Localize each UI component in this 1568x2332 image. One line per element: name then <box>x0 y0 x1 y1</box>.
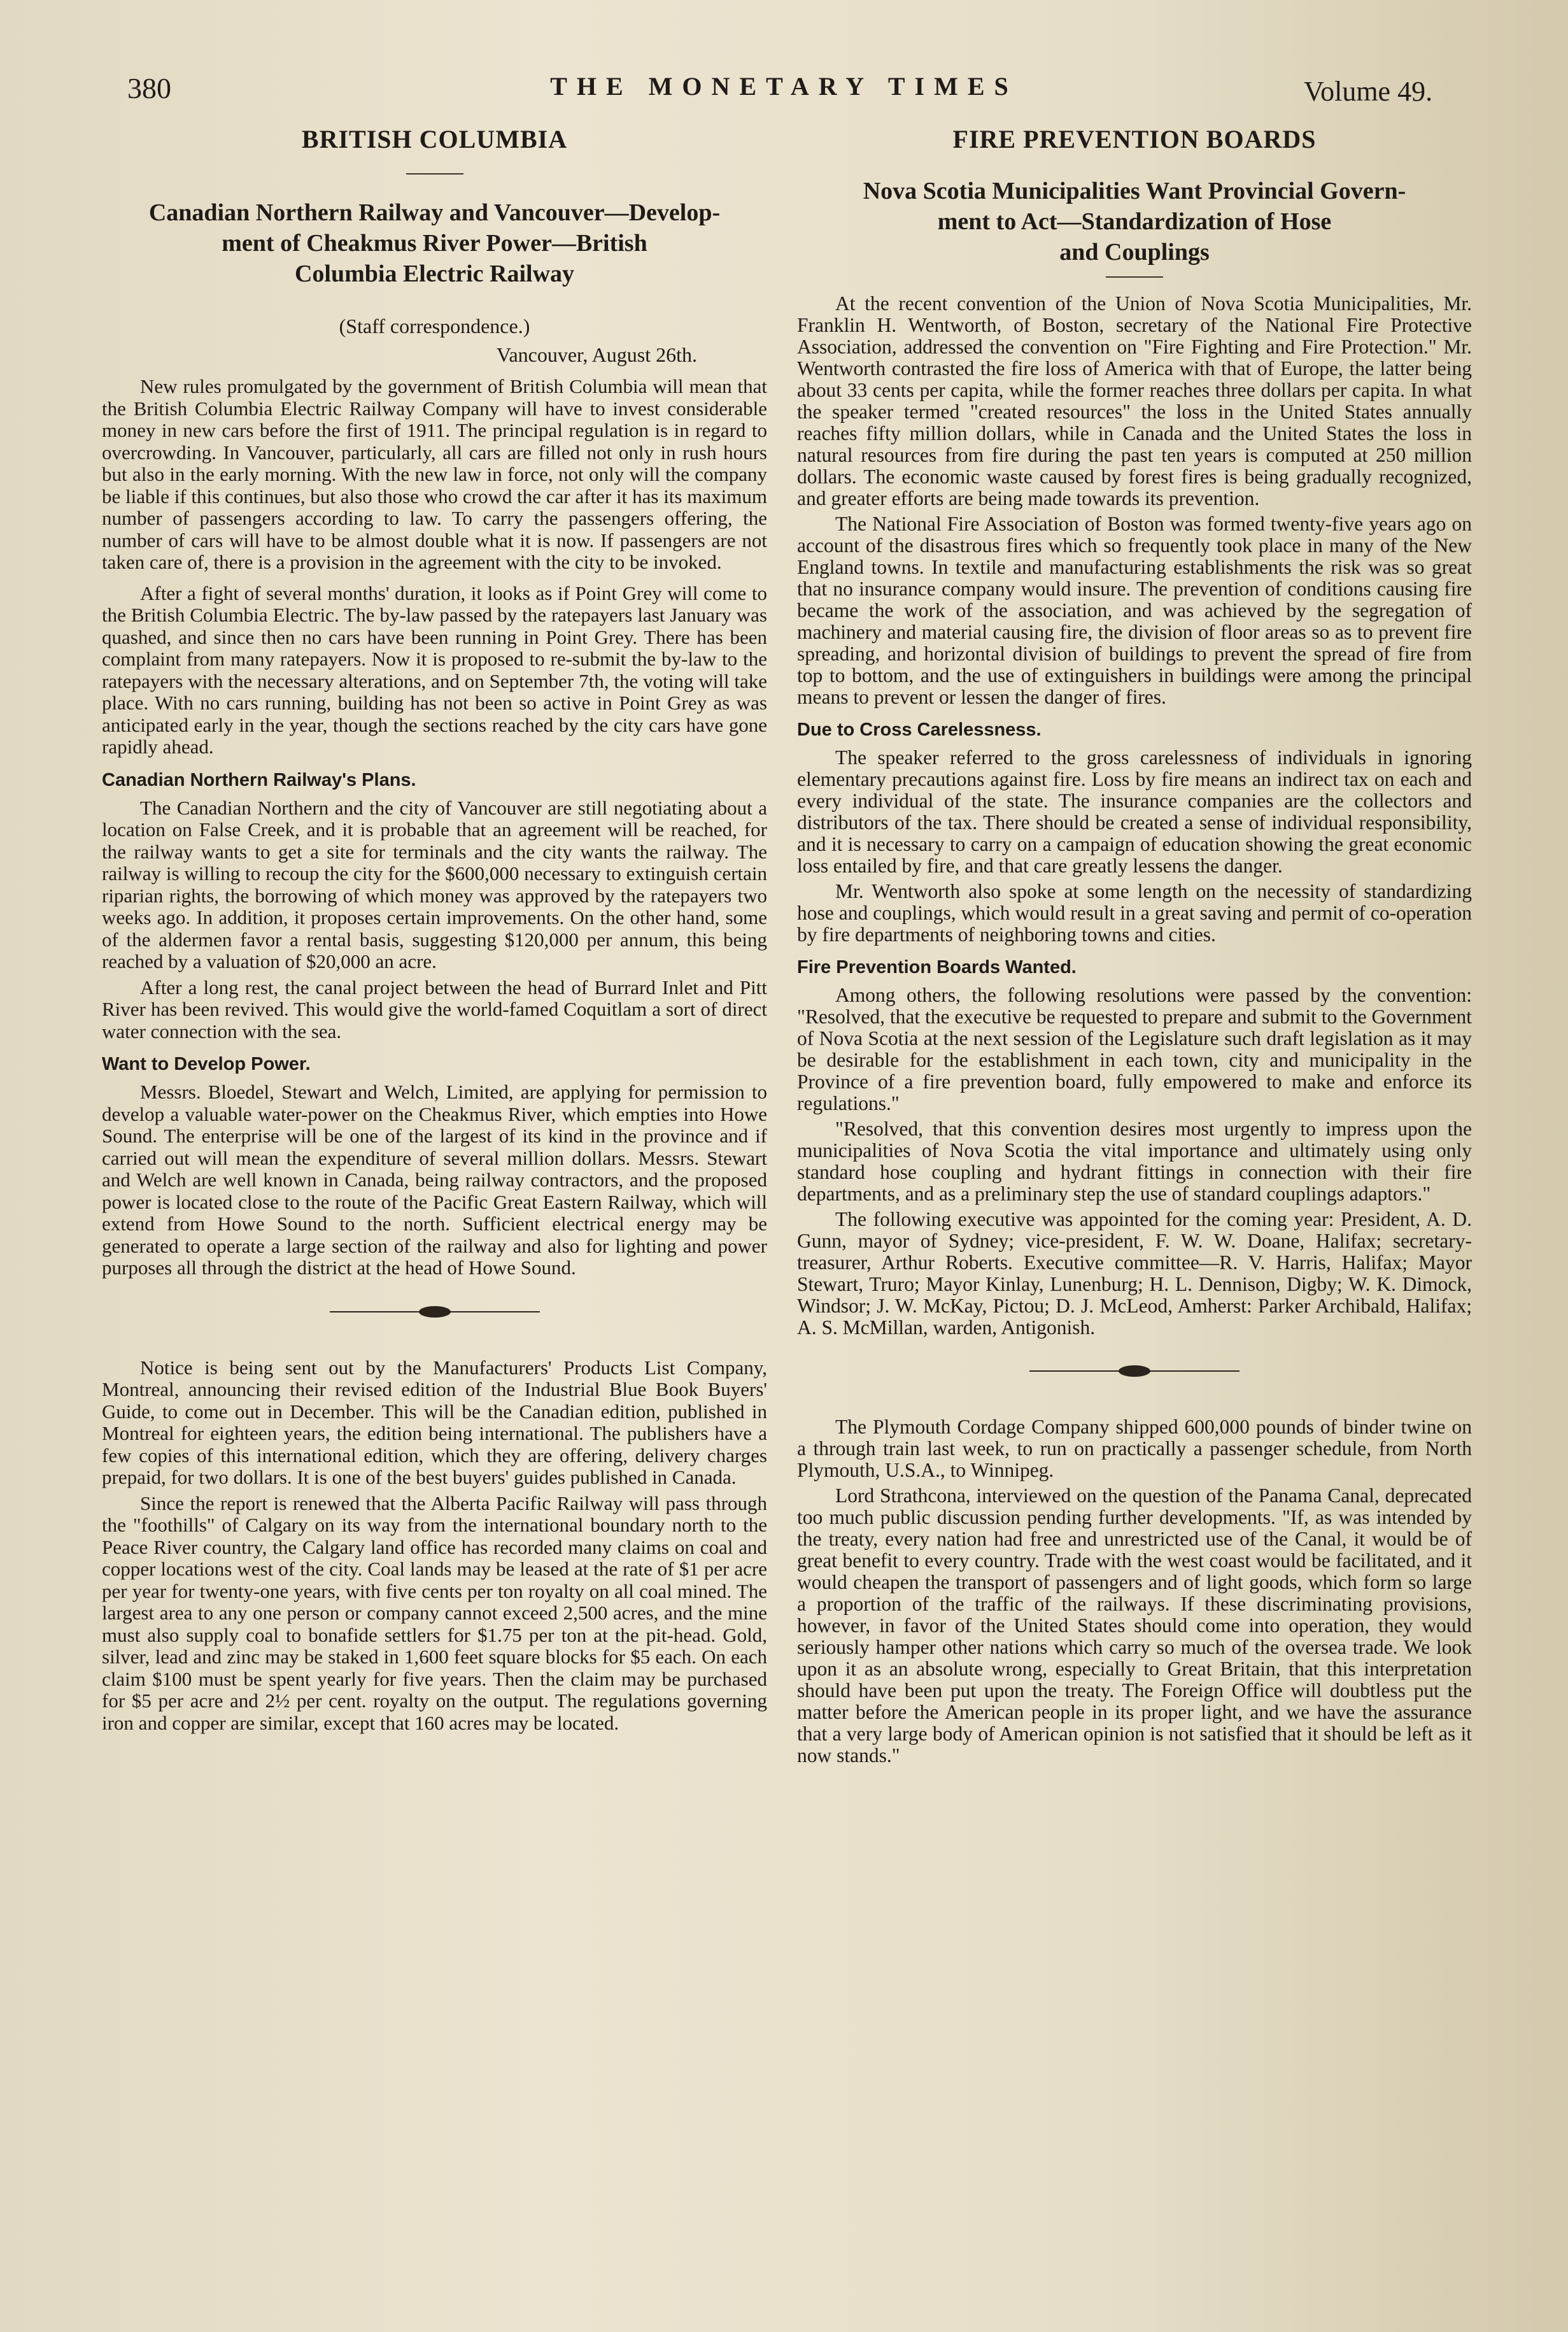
dateline: Vancouver, August 26th. <box>496 343 697 366</box>
paragraph: "Resolved, that this convention desires most urgently to impress upon the municipalities of Nova Scotia the vital importance and ultimately using only standard hose coupling and hydrant fittings in connection with their fire departments, and as a preliminary step the use of standard couplings adaptors." <box>797 1118 1472 1205</box>
section-heading-fire-prevention: FIRE PREVENTION BOARDS <box>952 125 1317 153</box>
paragraph: Messrs. Bloedel, Stewart and Welch, Limited, are applying for permission to develop a valuable water-power on the Cheakmus River, which empties into Howe Sound. The enterprise will be one of the largest of its kind in the province and if carried out will mean the expenditure of several million dollars. Messrs. Stewart and Welch are well known in Canada, being railway contractors, and the proposed power is located close to the route of the Pacific Great Eastern Railway, which will extend from Howe Sound to the north. Sufficient electrical energy may be generated to operate a large section of the railway and also for lighting and power purposes all through the district at the head of Howe Sound. <box>102 1081 767 1279</box>
article-title-line: and Couplings <box>1059 239 1210 266</box>
paragraph: The Plymouth Cordage Company shipped 600,000 pounds of binder twine on a through train last week, to run on practically a passenger schedule, from North Plymouth, U.S.A., to Winnipeg. <box>797 1416 1472 1481</box>
journal-title: THE MONETARY TIMES <box>550 72 1018 101</box>
volume-label: Volume 49. <box>1304 76 1433 107</box>
paragraph: Mr. Wentworth also spoke at some length on the necessity of standardizing hose and couplings, which would result in a great saving and permit of co-operation by fire departments of neighboring towns and cities. <box>797 880 1472 946</box>
paragraph: The Canadian Northern and the city of Vancouver are still negotiating about a location on False Creek, and it is probable that an agreement will be reached, for the railway wants to get a site for terminals and the city wants the railway. The railway is willing to recoup the city for the $600,000 necessary to extinguish certain riparian rights, the borrowing of which money was approved by the ratepayers two weeks ago. In addition, it proposes certain improvements. On the other hand, some of the aldermen favor a rental basis, suggesting $120,000 per annum, this being reached by a valuation of $20,000 an acre. <box>102 796 767 972</box>
paragraph: Lord Strathcona, interviewed on the question of the Panama Canal, deprecated too much public discussion pending further developments. "If, as was intended by the treaty, every nation had free and unrestricted use of the Canal, it would be of great benefit to every country. Trade with the west coast would be facilitated, and it would cheapen the transport of passengers and of light goods, which form so large a proportion of the traffic of the railways. If these discriminating provisions, however, in favor of the United States should come into operation, they would seriously hamper other nations which carry so much of the oversea trade. We look upon it as an absolute wrong, especially to Great Britain, that this interpretation should have been put upon the treaty. The Foreign Office will doubtless put the matter before the American people in its proper light, and we have the assurance that a very large body of American opinion is not satisfied that it should be left as it now stands." <box>797 1484 1472 1767</box>
article-title-line: Canadian Northern Railway and Vancouver—Develop- <box>148 199 721 226</box>
subheading: Fire Prevention Boards Wanted. <box>797 957 1077 978</box>
article-title-line: ment of Cheakmus River Power—British <box>222 230 647 257</box>
paragraph: Since the report is renewed that the Alberta Pacific Railway will pass through the "foothills" of Calgary on its way from the international boundary north to the Peace River country, the Calgary land office has recorded many claims on coal and copper locations west of the city. Coal lands may be leased at the rate of $1 per acre per year for twenty-one years, with five cents per ton royalty on all coal mined. The largest area to any one person or company cannot exceed 2,500 acres, and the mine must also supply coal to bonafide settlers for $1.75 per ton at the pit-head. Gold, silver, lead and zinc may be staked in 1,600 feet square blocks for $5 each. On each claim $100 must be spent yearly for five years. Then the claim may be purchased for $5 per acre and 2½ per cent. royalty on the output. The regulations governing iron and copper are similar, except that 160 acres may be located. <box>102 1491 767 1734</box>
paragraph: At the recent convention of the Union of Nova Scotia Municipalities, Mr. Franklin H. Wentworth, of Boston, secretary of the National Fire Protective Association, addressed the convention on "Fire Fighting and Fire Protection." Mr. Wentworth contrasted the fire loss of America with that of Europe, the latter being about 33 cents per capita, while the former reaches three dollars per capita. In what the speaker termed "created resources" the loss in the United States annually reaches fifty million dollars, while in Canada and the United States the loss in natural resources from fire during the past ten years is computed at 250 million dollars. The economic waste caused by forest fires is being gradually recognized, and greater efforts are being made towards its prevention. <box>797 292 1472 509</box>
paragraph: The speaker referred to the gross carelessness of individuals in ignoring elementary precautions against fire. Loss by fire means an indirect tax on each and every individual of the state. The insurance companies are the collectors and distributors of the tax. There should be created a sense of individual responsibility, and it is necessary to carry on a campaign of education showing the great economic loss entailed by fire, and that care greatly lessens the danger. <box>797 746 1472 877</box>
subheading: Want to Develop Power. <box>102 1054 311 1074</box>
article-title <box>797 176 1472 267</box>
heading-rule <box>1106 276 1163 278</box>
right-column <box>797 124 1472 1770</box>
paragraph: After a long rest, the canal project between the head of Burrard Inlet and Pitt River has been revived. This would give the world-famed Coquitlam a sort of direct water connection with the sea. <box>102 976 767 1042</box>
paragraph: Among others, the following resolutions were passed by the convention: "Resolved, that the executive be requested to prepare and submit to the Government of Nova Scotia at the next session of the Legislature such draft legislation as it may be desirable for the establishment in each town, city and municipality in the Province of a fire prevention board, fully empowered to make and enforce its regulations." <box>797 984 1472 1114</box>
article-title-line: Nova Scotia Municipalities Want Provincial Govern- <box>863 178 1406 204</box>
paragraph: Notice is being sent out by the Manufacturers' Products List Company, Montreal, announcing their revised edition of the Industrial Blue Book Buyers' Guide, to come out in December. This will be the Canadian edition, published in Montreal for eighteen years, the edition being international. The publishers have a few copies of this international edition, which they are offering, delivery charges prepaid, for two dollars. It is one of the best buyers' guides published in Canada. <box>102 1356 767 1488</box>
staff-correspondence: (Staff correspondence.) <box>339 315 530 338</box>
paragraph: After a fight of several months' duration, it looks as if Point Grey will come to the British Columbia Electric. The by-law passed by the ratepayers last January was quashed, and since then no cars have been running in Point Grey. There has been complaint from many ratepayers. Now it is proposed to re-submit the by-law to the ratepayers with the necessary alterations, and on September 7th, the voting will take place. With no cars running, building has not been so active in Point Grey as was anticipated early in the year, though the sections reached by the city cars have gone rapidly ahead. <box>102 581 767 758</box>
subheading: Due to Cross Carelessness. <box>797 720 1042 740</box>
paragraph: The National Fire Association of Boston was formed twenty-five years ago on account of the disastrous fires which so frequently took place in many of the New England towns. In textile and manufacturing establishments the risk was so great that no insurance company would insure. The prevention of conditions causing fire became the work of the association, and was achieved by the segregation of machinery and material causing fire, the division of floor areas so as to prevent fire spreading, and horizontal division of buildings to prevent the spread of fire from top to bottom, and the use of extinguishers in buildings were among the principal means to prevent or lessen the danger of fires. <box>797 513 1472 708</box>
page-number: 380 <box>127 72 171 104</box>
paragraph: The following executive was appointed for the coming year: President, A. D. Gunn, mayor of Sydney; vice-president, F. W. W. Doane, Halifax; secretary-treasurer, Arthur Roberts. Executive committee—R. V. Harris, Halifax; Mayor Stewart, Truro; Mayor Kinlay, Lunenburg; H. L. Dennison, Digby; W. K. Dimock, Windsor; J. W. McKay, Pictou; D. J. McLeod, Amherst: Parker Archibald, Halifax; A. S. McMillan, warden, Antigonish. <box>797 1208 1472 1339</box>
paragraph: New rules promulgated by the government of British Columbia will mean that the British Columbia Electric Railway Company will have to invest considerable money in new cars before the first of 1911. The principal regulation is in regard to overcrowding. In Vancouver, particularly, all cars are filled not only in rush hours but also in the early morning. With the new law in force, not only will the company be liable if this continues, but also those who crowd the car after it has its maximum number of passengers according to law. To carry the passengers offering, the number of cars will have to be almost double what it is now. If passengers are not taken care of, there is a provision in the agreement with the city to be invoked. <box>102 375 767 573</box>
section-heading-british-columbia: BRITISH COLUMBIA <box>301 125 568 153</box>
page-header <box>0 71 1568 116</box>
section-ornament <box>330 1305 540 1319</box>
article-title-line: Columbia Electric Railway <box>294 260 575 287</box>
section-ornament <box>1029 1364 1240 1378</box>
left-column <box>102 124 767 1738</box>
article-title-line: ment to Act—Standardization of Hose <box>937 208 1332 235</box>
subheading: Canadian Northern Railway's Plans. <box>102 769 416 790</box>
heading-rule <box>406 173 463 174</box>
article-title <box>102 197 767 289</box>
